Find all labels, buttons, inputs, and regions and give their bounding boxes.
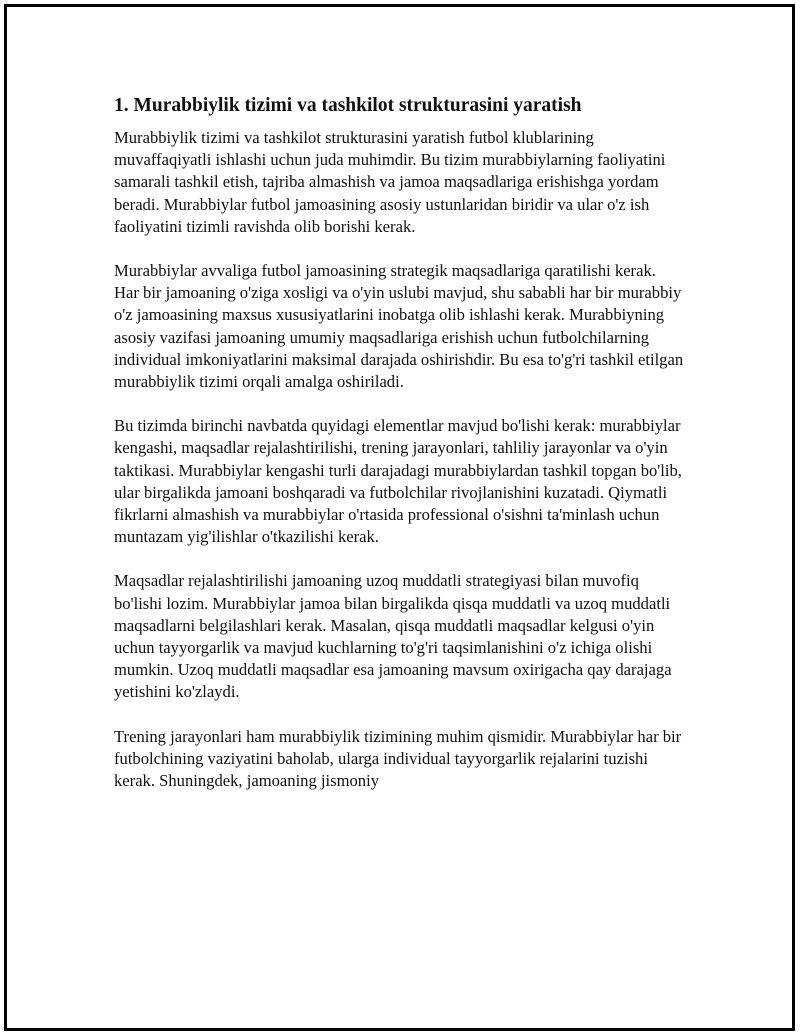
document-body [114,91,684,814]
section-heading: 1. Murabbiylik tizimi va tashkilot strukturasini yaratish [114,95,582,116]
paragraph-training-processes: Trening jarayonlari ham murabbiylik tizimining muhim qismidir. Murabbiylar har bir futbolchining vaziyatini baholab, ularga individual tayyorgarlik rejalarini tuzishi kerak. Shuningdek, jamoaning jismoniy [114,726,682,791]
paragraph-goal-planning: Maqsadlar rejalashtirilishi jamoaning uzoq muddatli strategiyasi bilan muvofiq bo'lishi lozim. Murabbiylar jamoa bilan birgalikda qisqa muddatli va uzoq muddatli maqsadlarni belgilashlari kerak. Masalan, qisqa muddatli maqsadlar kelgusi o'yin uchun tayyorgarlik va mavjud kuchlarning to'g'ri taqsimlanishini o'z ichiga olishi mumkin. Uzoq muddatli maqsadlar esa jamoaning mavsum oxirigacha qay darajaga yetishini ko'zlaydi. [114,571,672,702]
paragraph-system-elements: Bu tizimda birinchi navbatda quyidagi elementlar mavjud bo'lishi kerak: murabbiylar kengashi, maqsadlar rejalashtirilishi, trening jarayonlari, tahliliy jarayonlar va o'yin taktikasi. Murabbiylar kengashi turli darajadagi murabbiylardan tashkil topgan bo'lib, ular birgalikda jamoani boshqaradi va futbolchilar rivojlanishini kuzatadi. Qiymatli fikrlarni almashish va murabbiylar o'rtasida professional o'sishni ta'minlash uchun muntazam yig'ilishlar o'tkazilishi kerak. [114,416,682,547]
paragraph-intro: Murabbiylik tizimi va tashkilot strukturasini yaratish futbol klublarining muvaffaqiyatli ishlashi uchun juda muhimdir. Bu tizim murabbiylarning faoliyatini samarali tashkil etish, tajriba almashish va jamoa maqsadlariga erishishga yordam beradi. Murabbiylar futbol jamoasining asosiy ustunlaridan biridir va ular o'z ish faoliyatini tizimli ravishda olib borishi kerak. [114,128,666,236]
paragraph-strategic-goals: Murabbiylar avvaliga futbol jamoasining strategik maqsadlariga qaratilishi kerak. Har bir jamoaning o'ziga xosligi va o'yin uslubi mavjud, shu sababli har bir murabbiy o'z jamoasining maxsus xususiyatlarini inobatga olib ishlashi kerak. Murabbiyning asosiy vazifasi jamoaning umumiy maqsadlariga erishish uchun futbolchilarning individual imkoniyatlarini maksimal darajada oshirishdir. Bu esa to'g'ri tashkil etilgan murabbiylik tizimi orqali amalga oshiriladi. [114,261,684,392]
